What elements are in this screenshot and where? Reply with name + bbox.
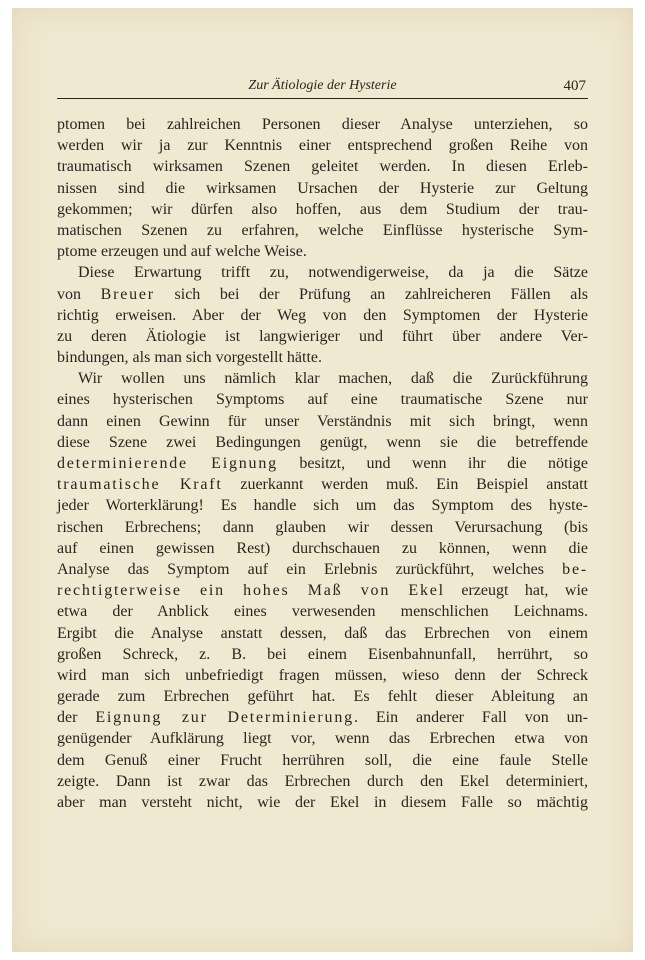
text-segment: zuerkannt werden muß. Ein Beispiel anstatt	[222, 476, 588, 494]
paragraph	[57, 368, 588, 813]
running-title: Zur Ätiologie der Hysterie	[248, 78, 397, 93]
text-line: genügender Aufklärung liegt vor, wenn das Erbrechen etwa von	[57, 730, 588, 748]
text-line: Ergibt die Analyse anstatt dessen, daß das Erbrechen von einem	[57, 624, 588, 642]
text-line	[57, 580, 588, 601]
text-segment: besitzt, und wenn ihr die nötige	[277, 455, 588, 472]
paragraph	[57, 262, 588, 368]
text-line: ptomen bei zahlreichen Personen dieser Analyse unterziehen, so	[57, 116, 588, 133]
emphasized-text: rechtigterweise ein hohes Maß von Ekel	[57, 582, 445, 600]
text-line: gerade zum Erbrechen geführt hat. Es fehlt dieser Ableitung an	[57, 688, 588, 706]
text-segment: der	[57, 709, 96, 727]
text-line: Diese Erwartung trifft zu, notwendigerweise, da ja die Sätze	[78, 264, 588, 282]
text-line: jeder Worterklärung! Es handle sich um das Symptom des hyste-	[57, 497, 588, 515]
text-line: ptome erzeugen und auf welche Weise.	[57, 243, 307, 261]
text-line: zeigte. Dann ist zwar das Erbrechen durch den Ekel determiniert,	[57, 772, 588, 790]
emphasized-text: traumatische Kraft	[57, 476, 223, 494]
text-line: traumatisch wirksamen Szenen geleitet werden. In diesen Erleb-	[57, 158, 588, 176]
paragraph	[57, 114, 588, 262]
text-line: zu deren Ätiologie ist langwieriger und führt über andere Ver-	[57, 327, 588, 345]
text-line: matischen Szenen zu erfahren, welche Einflüsse hysterische Sym-	[57, 221, 588, 239]
running-header	[57, 78, 588, 98]
text-line: auf einen gewissen Rest) durchschauen zu können, wenn die	[57, 539, 588, 557]
text-line	[57, 707, 588, 728]
text-line: wird man sich unbefriedigt fragen müssen, wieso denn der Schreck	[57, 666, 588, 684]
text-line: großen Schreck, z. B. bei einem Eisenbahnunfall, herrührt, so	[57, 645, 588, 663]
text-line: dann einen Gewinn für unser Verständnis mit sich bringt, wenn	[57, 412, 588, 430]
text-line: diese Szene zwei Bedingungen genügt, wenn sie die betreffende	[57, 433, 588, 451]
page-number: 407	[563, 78, 586, 94]
text-line	[57, 474, 588, 495]
emphasized-text: Breuer	[100, 285, 155, 303]
text-line	[57, 559, 588, 580]
text-line: aber man versteht nicht, wie der Ekel in diesem Falle so mächtig	[57, 794, 588, 811]
text-segment: von	[57, 285, 101, 303]
text-line: etwa der Anblick eines verwesenden menschlichen Leichnams.	[57, 603, 588, 621]
text-line: nissen sind die wirksamen Ursachen der Hysterie zur Geltung	[57, 179, 588, 197]
emphasized-text: determinierende Eignung	[57, 455, 278, 472]
text-line: richtig erweisen. Aber der Weg von den Symptomen der Hysterie	[57, 306, 588, 324]
text-segment: Analyse das Symptom auf ein Erlebnis zurückführt, welches	[57, 560, 563, 578]
text-segment: erzeugt hat, wie	[444, 582, 588, 600]
text-line: werden wir ja zur Kenntnis einer entsprechend großen Reihe von	[57, 137, 588, 155]
text-line: eines hysterischen Symptoms auf eine traumatische Szene nur	[57, 391, 588, 409]
text-line: rischen Erbrechens; dann glauben wir dessen Verursachung (bis	[57, 518, 588, 536]
text-line: Wir wollen uns nämlich klar machen, daß die Zurückführung	[78, 370, 588, 388]
body-text	[57, 114, 588, 813]
emphasized-text: Eignung zur Determinierung	[95, 709, 354, 727]
text-line: dem Genuß einer Frucht herrühren soll, die eine faule Stelle	[57, 751, 588, 769]
header-rule	[57, 98, 588, 99]
text-segment: sich bei der Prüfung an zahlreicheren Fällen als	[154, 285, 589, 303]
book-page	[12, 8, 633, 952]
text-line: bindungen, als man sich vorgestellt hätte.	[57, 349, 322, 367]
text-line	[57, 284, 588, 305]
text-line: gekommen; wir dürfen also hoffen, aus dem Studium der trau-	[57, 200, 588, 218]
text-line	[57, 453, 588, 474]
text-segment: . Ein anderer Fall von un-	[353, 709, 588, 727]
emphasized-text: be-	[562, 560, 588, 578]
